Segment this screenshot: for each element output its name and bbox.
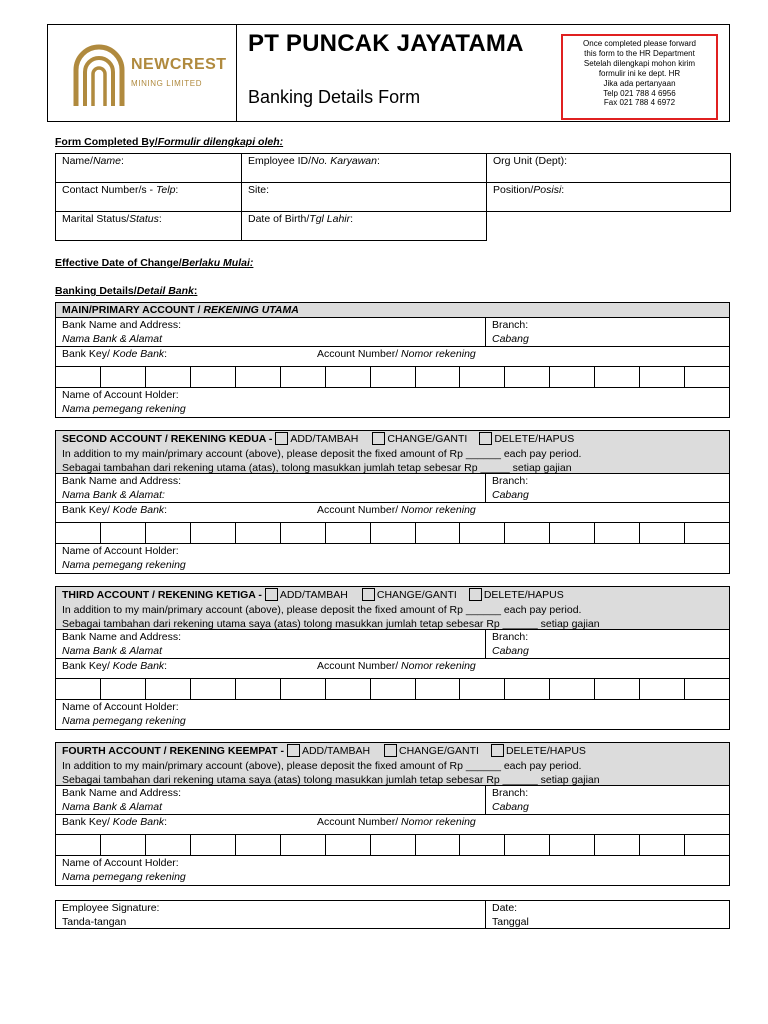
bank-key-label: Bank Key/ Kode Bank:	[62, 660, 168, 672]
newcrest-logo-icon	[70, 40, 128, 106]
bank-key-account-boxes[interactable]	[56, 367, 729, 387]
bank-key-label: Bank Key/ Kode Bank:	[62, 504, 168, 516]
bank-name-field[interactable]: Bank Name and Address: Nama Bank & Alamat:	[56, 474, 486, 502]
delete-checkbox[interactable]	[491, 744, 504, 757]
branch-field[interactable]: Branch: Cabang	[492, 319, 529, 345]
second-account-title: SECOND ACCOUNT / REKENING KEDUA -	[62, 433, 276, 445]
notice-line: formulir ini ke dept. HR	[598, 68, 681, 78]
deposit-text-id: Sebagai tambahan dari rekening utama saya (atas) tolong masukkan jumlah tetap sebesar Rp ______ setiap gajian	[62, 774, 600, 787]
account-holder-field[interactable]: Name of Account Holder: Nama pemegang rekening	[62, 701, 186, 727]
bank-name-field[interactable]: Bank Name and Address: Nama Bank & Alamat	[56, 630, 486, 658]
hr-notice-box	[561, 34, 718, 120]
fourth-account-section: FOURTH ACCOUNT / REKENING KEEMPAT - ADD/TAMBAH CHANGE/GANTI DELETE/HAPUS In addition to my main/primary account (above), please deposit the fixed amount of Rp ______ each pay period. Sebagai tambahan dari rekening utama saya (atas) tolong masukkan jumlah tetap sebesar Rp ______ setiap gajian Bank Name and Address: Nama Bank & Alamat Branch: Cabang Bank Key/ Kode Bank: Account Number/ Nomor rekening Name of Account Holder: Nama pemegang rekening	[55, 742, 730, 886]
notice-line: Fax 021 788 4 6972	[603, 98, 676, 108]
delete-checkbox[interactable]	[469, 588, 482, 601]
deposit-text-id: Sebagai tambahan dari rekening utama saya (atas) tolong masukkan jumlah tetap sebesar Rp ______ setiap gajian	[62, 618, 600, 631]
effective-date-label: Effective Date of Change/Berlaku Mulai:	[55, 257, 254, 269]
change-checkbox[interactable]	[372, 432, 385, 445]
employee-info-table	[55, 153, 731, 241]
add-checkbox[interactable]	[265, 588, 278, 601]
employee-signature-field[interactable]: Employee Signature: Tanda-tangan	[56, 901, 486, 928]
add-checkbox[interactable]	[287, 744, 300, 757]
notice-line: Setelah dilengkapi mohon kirim	[583, 58, 696, 68]
banking-details-label: Banking Details/Detail Bank:	[55, 285, 198, 297]
logo-name: NEWCREST	[131, 56, 227, 73]
form-title: Banking Details Form	[248, 87, 421, 107]
bank-name-field[interactable]: Bank Name and Address: Nama Bank & Alamat	[56, 786, 486, 814]
account-holder-field[interactable]: Name of Account Holder: Nama pemegang rekening	[62, 545, 186, 571]
account-holder-field[interactable]: Name of Account Holder: Nama pemegang rekening	[62, 857, 186, 883]
company-name: PT PUNCAK JAYATAMA	[248, 30, 524, 57]
signature-section	[55, 900, 730, 929]
delete-checkbox[interactable]	[479, 432, 492, 445]
bank-name-field[interactable]: Bank Name and Address: Nama Bank & Alamat	[56, 318, 486, 346]
name-field[interactable]: Name/Name:	[56, 154, 242, 183]
completed-by-label: Form Completed By/Formulir dilengkapi oleh:	[55, 136, 284, 148]
account-number-label: Account Number/ Nomor rekening	[317, 660, 476, 672]
bank-key-account-boxes[interactable]	[56, 835, 729, 855]
main-account-title: MAIN/PRIMARY ACCOUNT / REKENING UTAMA	[62, 304, 299, 316]
bank-key-label: Bank Key/ Kode Bank:	[62, 348, 168, 360]
account-number-label: Account Number/ Nomor rekening	[317, 348, 476, 360]
main-account-section	[55, 302, 730, 418]
notice-line: this form to the HR Department	[584, 48, 695, 58]
signature-date-field[interactable]: Date: Tanggal	[492, 902, 529, 928]
fourth-account-title: FOURTH ACCOUNT / REKENING KEEMPAT -	[62, 745, 287, 757]
third-account-section: THIRD ACCOUNT / REKENING KETIGA - ADD/TAMBAH CHANGE/GANTI DELETE/HAPUS In addition to my main/primary account (above), please deposit the fixed amount of Rp ______ each pay period. Sebagai tambahan dari rekening utama saya (atas) tolong masukkan jumlah tetap sebesar Rp ______ setiap gajian Bank Name and Address: Nama Bank & Alamat Branch: Cabang Bank Key/ Kode Bank: Account Number/ Nomor rekening Name of Account Holder: Nama pemegang rekening	[55, 586, 730, 730]
change-checkbox[interactable]	[362, 588, 375, 601]
third-account-title: THIRD ACCOUNT / REKENING KETIGA -	[62, 589, 265, 601]
bank-key-label: Bank Key/ Kode Bank:	[62, 816, 168, 828]
notice-line: Once completed please forward	[583, 39, 696, 48]
change-checkbox[interactable]	[384, 744, 397, 757]
deposit-text-en: In addition to my main/primary account (above), please deposit the fixed amount of Rp ______ each pay period.	[62, 759, 582, 772]
bank-key-account-boxes[interactable]	[56, 523, 729, 543]
deposit-text-id: Sebagai tambahan dari rekening utama (atas), tolong masukkan jumlah tetap sebesar Rp _____ setiap gajian	[62, 462, 572, 475]
deposit-text-en: In addition to my main/primary account (above), please deposit the fixed amount of Rp ______ each pay period.	[62, 447, 582, 460]
marital-status-field[interactable]: Marital Status/Status:	[56, 212, 242, 241]
branch-field[interactable]: Branch: Cabang	[492, 475, 529, 501]
deposit-text-en: In addition to my main/primary account (above), please deposit the fixed amount of Rp ______ each pay period.	[62, 603, 582, 616]
branch-field[interactable]: Branch: Cabang	[492, 787, 529, 813]
second-account-section: SECOND ACCOUNT / REKENING KEDUA - ADD/TAMBAH CHANGE/GANTI DELETE/HAPUS In addition to my main/primary account (above), please deposit the fixed amount of Rp ______ each pay period. Sebagai tambahan dari rekening utama (atas), tolong masukkan jumlah tetap sebesar Rp _____ setiap gajian Bank Name and Address: Nama Bank & Alamat: Branch: Cabang Bank Key/ Kode Bank: Account Number/ Nomor rekening Name of Account Holder: Nama pemegang rekening	[55, 430, 730, 574]
notice-line: Jika ada pertanyaan	[603, 78, 676, 88]
position-field[interactable]: Position/Posisi:	[487, 183, 731, 212]
account-number-label: Account Number/ Nomor rekening	[317, 816, 476, 828]
notice-line: Telp 021 788 4 6956	[603, 88, 676, 98]
logo-subtitle: MINING LIMITED	[131, 79, 203, 88]
bank-key-account-boxes[interactable]	[56, 679, 729, 699]
employee-id-field[interactable]: Employee ID/No. Karyawan:	[242, 154, 487, 183]
contact-number-field[interactable]: Contact Number/s - Telp:	[56, 183, 242, 212]
date-of-birth-field[interactable]: Date of Birth/Tgl Lahir:	[242, 212, 487, 241]
add-checkbox[interactable]	[275, 432, 288, 445]
site-field[interactable]: Site:	[242, 183, 487, 212]
account-holder-field[interactable]: Name of Account Holder: Nama pemegang rekening	[62, 389, 186, 415]
account-number-label: Account Number/ Nomor rekening	[317, 504, 476, 516]
org-unit-field[interactable]: Org Unit (Dept):	[487, 154, 731, 183]
branch-field[interactable]: Branch: Cabang	[492, 631, 529, 657]
